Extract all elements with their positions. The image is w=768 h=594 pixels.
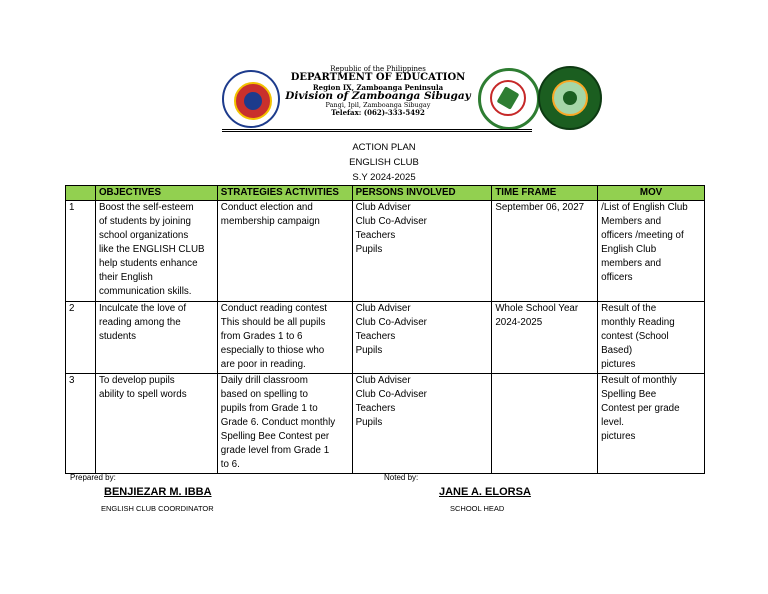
cell-line: September 06, 2027 xyxy=(495,202,585,213)
cell-persons xyxy=(352,201,492,302)
prepared-by-title: ENGLISH CLUB COORDINATOR xyxy=(101,504,214,513)
cell-line: communication skills. xyxy=(98,286,192,297)
cell-objectives xyxy=(95,201,217,302)
region-line: Region IX, Zamboanga Peninsula xyxy=(312,82,444,92)
cell-line: Result of monthly xyxy=(601,375,677,386)
cell-mov xyxy=(598,302,705,374)
cell-num: 2 xyxy=(66,302,96,374)
header-strategies: STRATEGIES ACTIVITIES xyxy=(217,186,352,201)
cell-line: Club Adviser xyxy=(355,375,411,386)
noted-by-label: Noted by: xyxy=(384,473,419,482)
cell-line: Inculcate the love of xyxy=(98,303,187,314)
cell-line: Teachers xyxy=(355,403,396,414)
cell-objectives xyxy=(95,302,217,374)
cell-line: 2024-2025 xyxy=(495,317,543,328)
title-action-plan: ACTION PLAN xyxy=(352,142,416,153)
header-persons: PERSONS INVOLVED xyxy=(352,186,492,201)
cell-line: Whole School Year xyxy=(495,303,579,314)
cell-line: pupils from Grade 1 to xyxy=(220,403,318,414)
cell-strategies xyxy=(217,374,352,474)
cell-line: their English xyxy=(98,272,153,283)
cell-line: of students by joining xyxy=(98,216,191,227)
title-school-year: S.Y 2024-2025 xyxy=(352,172,416,183)
table-body xyxy=(66,201,705,474)
table-header-row xyxy=(66,186,705,201)
cell-line: Club Co-Adviser xyxy=(355,389,427,400)
cell-line: Spelling Bee xyxy=(601,389,657,400)
address-line: Pangi, Ipil, Zamboanga Sibugay xyxy=(325,101,431,110)
cell-line: level. xyxy=(601,417,625,428)
cell-line: Pupils xyxy=(355,345,383,356)
header-mov: MOV xyxy=(598,186,705,201)
letterhead-divider xyxy=(222,131,532,132)
cell-line: are poor in reading. xyxy=(220,359,306,370)
action-plan-table xyxy=(65,185,705,474)
deped-seal-logo xyxy=(222,70,280,128)
cell-line: Contest per grade xyxy=(601,403,680,414)
cell-line: Pupils xyxy=(355,417,383,428)
cell-line: Based) xyxy=(601,345,633,356)
cell-objectives xyxy=(95,374,217,474)
cell-line: Boost the self-esteem xyxy=(98,202,194,213)
cell-time xyxy=(492,201,598,302)
letterhead-text xyxy=(280,66,476,116)
document-titles xyxy=(0,140,768,185)
cell-line: Members and xyxy=(601,216,662,227)
cell-line: monthly Reading xyxy=(601,317,675,328)
cell-line: Daily drill classroom xyxy=(220,375,308,386)
cell-line: school organizations xyxy=(98,230,189,241)
cell-line: Club Adviser xyxy=(355,202,411,213)
cell-line: Club Co-Adviser xyxy=(355,216,427,227)
cell-strategies xyxy=(217,302,352,374)
cell-time xyxy=(492,374,598,474)
cell-line: Teachers xyxy=(355,331,396,342)
cell-line: from Grades 1 to 6 xyxy=(220,331,303,342)
telefax-line: Telefax: (062)-333-5492 xyxy=(331,108,425,118)
cell-line: To develop pupils xyxy=(98,375,175,386)
table-row xyxy=(66,302,705,374)
cell-persons xyxy=(352,302,492,374)
header-time-frame: TIME FRAME xyxy=(492,186,598,201)
cell-line: ability to spell words xyxy=(98,389,187,400)
cell-line: based on spelling to xyxy=(220,389,308,400)
cell-strategies xyxy=(217,201,352,302)
cell-line: Teachers xyxy=(355,230,396,241)
cell-line: members and xyxy=(601,258,662,269)
republic-line: Republic of the Philippines xyxy=(330,65,426,73)
cell-mov xyxy=(598,201,705,302)
cell-line: Spelling Bee Contest per xyxy=(220,431,330,442)
prepared-by-label: Prepared by: xyxy=(70,473,116,482)
prepared-by-name: BENJIEZAR M. IBBA xyxy=(104,486,212,498)
cell-line: grade level from Grade 1 xyxy=(220,445,330,456)
letterhead xyxy=(222,66,602,130)
cell-time xyxy=(492,302,598,374)
cell-line: contest (School xyxy=(601,331,669,342)
cell-line: like the ENGLISH CLUB xyxy=(98,244,205,255)
cell-line: pictures xyxy=(601,431,636,442)
cell-line: This should be all pupils xyxy=(220,317,326,328)
department-line: DEPARTMENT OF EDUCATION xyxy=(290,72,466,84)
cell-line: Result of the xyxy=(601,303,657,314)
cell-line: reading among the xyxy=(98,317,181,328)
noted-by-name: JANE A. ELORSA xyxy=(439,486,531,498)
cell-line: membership campaign xyxy=(220,216,320,227)
cell-line: officers /meeting of xyxy=(601,230,684,241)
table-row xyxy=(66,201,705,302)
noted-by-title: SCHOOL HEAD xyxy=(450,504,505,513)
header-num xyxy=(66,186,96,201)
cell-line: officers xyxy=(601,272,633,283)
cell-line: students xyxy=(98,331,136,342)
cell-num: 3 xyxy=(66,374,96,474)
cell-line: Club Adviser xyxy=(355,303,411,314)
cell-line: Conduct election and xyxy=(220,202,313,213)
cell-num: 1 xyxy=(66,201,96,302)
division-line: Division of Zamboanga Sibugay xyxy=(285,90,471,103)
header-objectives: OBJECTIVES xyxy=(95,186,217,201)
cell-line: Conduct reading contest xyxy=(220,303,327,314)
table-row xyxy=(66,374,705,474)
cell-line: help students enhance xyxy=(98,258,198,269)
cell-mov xyxy=(598,374,705,474)
cell-line: /List of English Club xyxy=(601,202,688,213)
cell-line: especially to thiose who xyxy=(220,345,325,356)
cell-line: Club Co-Adviser xyxy=(355,317,427,328)
cell-line: English Club xyxy=(601,244,657,255)
cell-line: to 6. xyxy=(220,459,240,470)
letterhead-divider xyxy=(222,129,532,130)
cell-line: Grade 6. Conduct monthly xyxy=(220,417,336,428)
title-english-club: ENGLISH CLUB xyxy=(349,157,419,168)
cell-line: pictures xyxy=(601,359,636,370)
division-seal-logo xyxy=(478,68,540,130)
cell-line: Pupils xyxy=(355,244,383,255)
school-seal-logo xyxy=(538,66,602,130)
cell-persons xyxy=(352,374,492,474)
